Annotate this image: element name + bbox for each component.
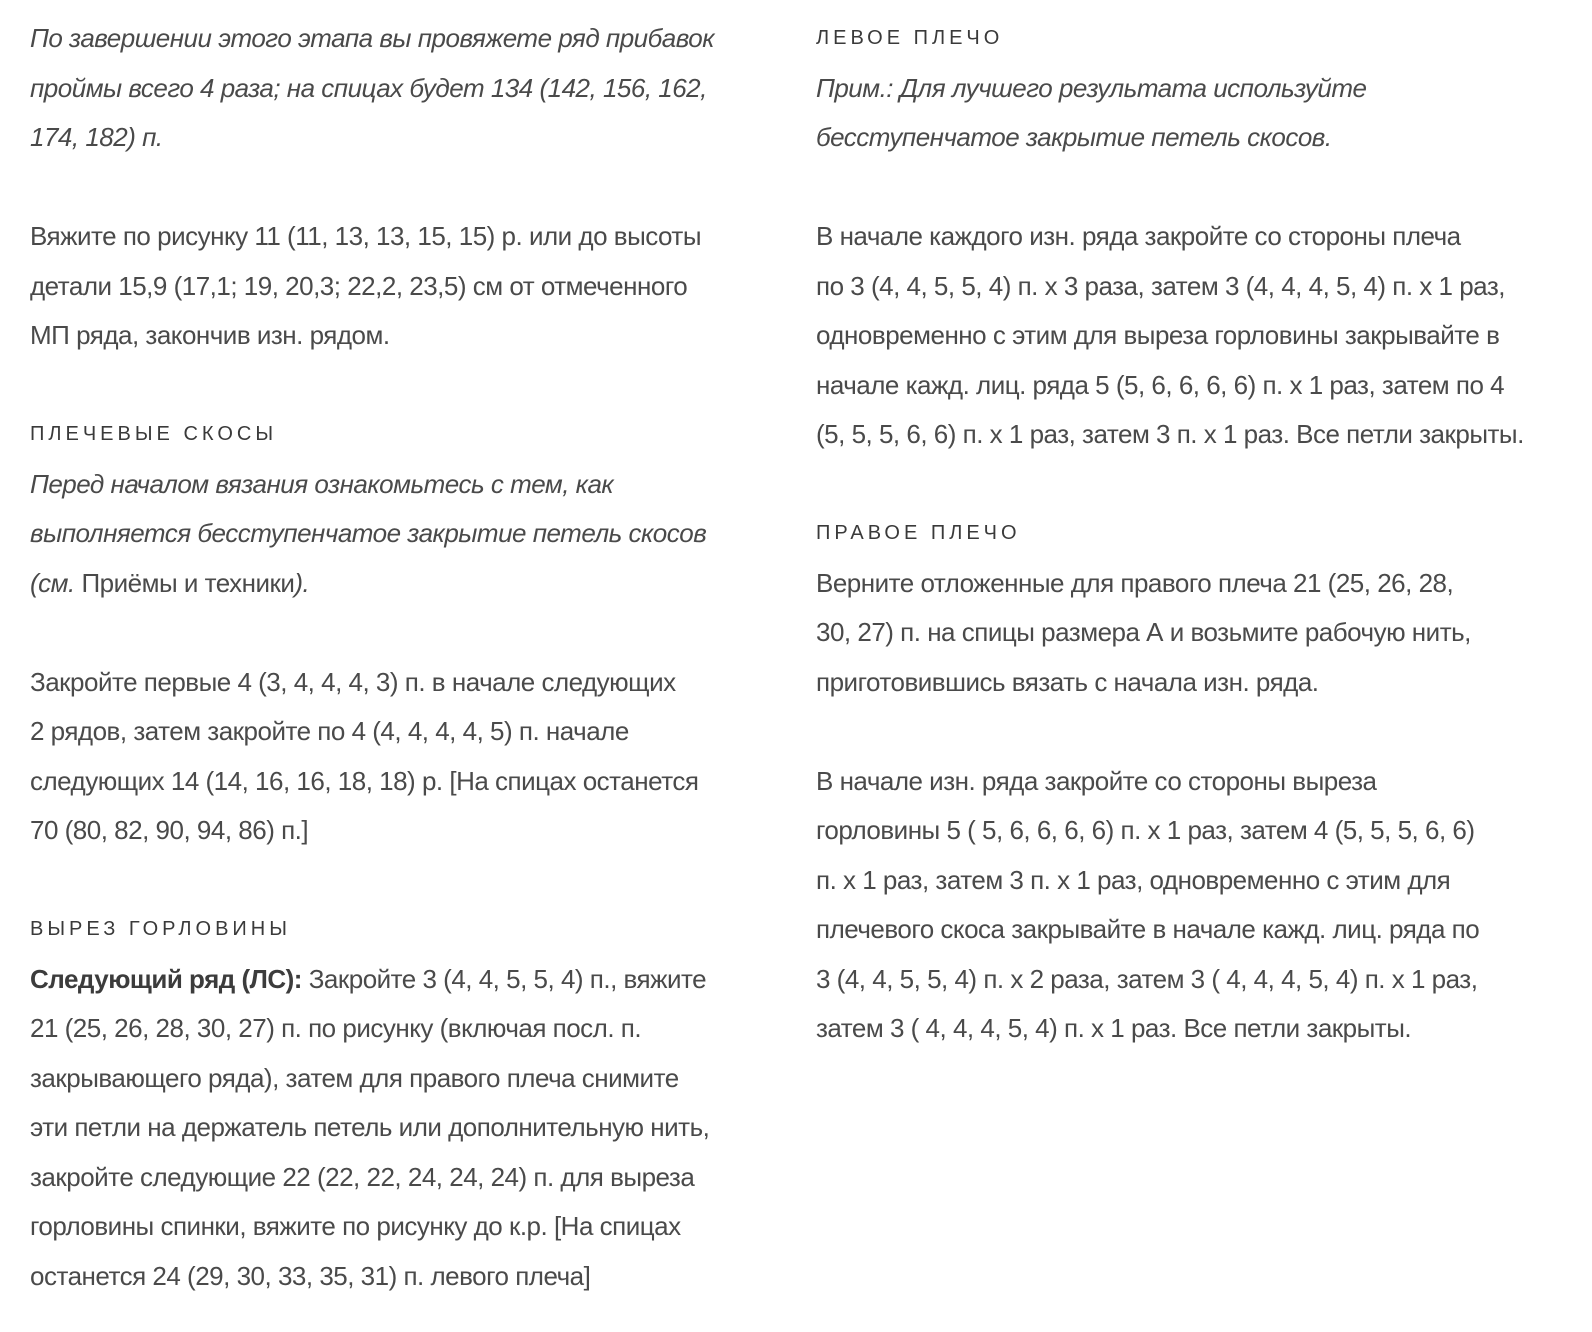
text-line <box>30 559 790 609</box>
right-shoulder-intro <box>816 559 1576 708</box>
text-line: одновременно с этим для выреза горловины закрывайте в <box>816 320 1500 350</box>
left-column <box>30 14 790 1301</box>
text-line: В начале каждого изн. ряда закройте со стороны плеча <box>816 221 1461 251</box>
text-line: В начале изн. ряда закройте со стороны выреза <box>816 765 1377 796</box>
paragraph-gap <box>816 163 1576 213</box>
neckline-heading: ВЫРЕЗ ГОРЛОВИНЫ <box>30 918 291 940</box>
text-line: проймы всего 4 раза; на спицах будет 134 (142, 156, 162, <box>30 72 707 103</box>
text-line: п. х 1 раз, затем 3 п. х 1 раз, одновременно с этим для <box>816 864 1451 895</box>
text-line: следующих 14 (14, 16, 16, 18, 18) р. [На спицах останется <box>30 765 699 796</box>
text-line: Прим.: Для лучшего результата используйте <box>816 72 1367 103</box>
text-line: затем 3 ( 4, 4, 4, 5, 4) п. х 1 раз. Все петли закрыты. <box>816 1013 1412 1043</box>
text-line: 3 (4, 4, 5, 5, 4) п. х 2 раза, затем 3 ( 4, 4, 4, 5, 4) п. х 1 раз, <box>816 963 1478 994</box>
next-row-label: Следующий ряд (ЛС): <box>30 963 302 994</box>
paragraph-gap <box>30 608 790 658</box>
left-shoulder-heading: ЛЕВОЕ ПЛЕЧО <box>816 27 1004 49</box>
text-line: 21 (25, 26, 28, 30, 27) п. по рисунку (включая посл. п. <box>30 1013 642 1043</box>
text-line: горловины спинки, вяжите по рисунку до к.р. [На спицах <box>30 1211 681 1241</box>
text-line <box>30 955 790 1005</box>
text-line: 30, 27) п. на спицы размера А и возьмите рабочую нить, <box>816 617 1471 647</box>
text-line: 2 рядов, затем закройте по 4 (4, 4, 4, 4, 5) п. начале <box>30 716 629 746</box>
text-line: Закройте первые 4 (3, 4, 4, 4, 3) п. в начале следующих <box>30 666 676 697</box>
text-line: Вяжите по рисунку 11 (11, 13, 13, 15, 15) р. или до высоты <box>30 221 702 251</box>
neckline-paragraph <box>30 955 790 1302</box>
text-line: закрывающего ряда), затем для правого плеча снимите <box>30 1062 679 1093</box>
text-line: горловины 5 ( 5, 6, 6, 6, 6) п. х 1 раз, затем 4 (5, 5, 5, 6, 6) <box>816 815 1475 845</box>
text-line: эти петли на держатель петель или дополнительную нить, <box>30 1112 710 1142</box>
paragraph-gap <box>816 707 1576 757</box>
right-column <box>816 14 1576 1054</box>
techniques-reference: Приёмы и техники <box>81 567 295 598</box>
shoulder-shaping-heading: ПЛЕЧЕВЫЕ СКОСЫ <box>30 423 278 445</box>
text-line: останется 24 (29, 30, 33, 35, 31) п. левого плеча] <box>30 1260 591 1291</box>
text-line: бесступенчатое закрытие петель скосов. <box>816 122 1332 152</box>
note-text: ). <box>294 567 310 598</box>
shoulder-bindoff-paragraph <box>30 658 790 856</box>
text-line: Верните отложенные для правого плеча 21 (25, 26, 28, <box>816 567 1454 598</box>
text-line: выполняется бесступенчатое закрытие петель скосов <box>30 518 707 548</box>
shoulder-note-paragraph <box>30 460 790 609</box>
right-shoulder-heading: ПРАВОЕ ПЛЕЧО <box>816 522 1021 544</box>
paragraph-gap <box>816 460 1576 510</box>
text-line: начале кажд. лиц. ряда 5 (5, 6, 6, 6, 6) п. х 1 раз, затем по 4 <box>816 369 1505 400</box>
left-shoulder-note <box>816 64 1576 163</box>
text-line: Перед началом вязания ознакомьтесь с тем, как <box>30 468 614 499</box>
text-line: По завершении этого этапа вы провяжете ряд прибавок <box>30 23 714 53</box>
text-line: плечевого скоса закрывайте в начале кажд. лиц. ряда по <box>816 914 1480 944</box>
paragraph-gap <box>30 163 790 213</box>
text-line: по 3 (4, 4, 5, 5, 4) п. х 3 раза, затем 3 (4, 4, 4, 5, 4) п. х 1 раз, <box>816 270 1505 301</box>
left-shoulder-paragraph <box>816 212 1576 460</box>
paragraph-gap <box>30 361 790 411</box>
text-line: 70 (80, 82, 90, 94, 86) п.] <box>30 815 309 845</box>
right-shoulder-paragraph <box>816 757 1576 1054</box>
text-line: приготовившись вязать с начала изн. ряда. <box>816 666 1319 697</box>
text-line: МП ряда, закончив изн. рядом. <box>30 320 390 350</box>
note-text: (см. <box>30 567 82 598</box>
paragraph-gap <box>30 856 790 906</box>
text-line: 174, 182) п. <box>30 122 163 152</box>
text-line: (5, 5, 5, 6, 6) п. х 1 раз, затем 3 п. х 1 раз. Все петли закрыты. <box>816 419 1524 449</box>
text-line: закройте следующие 22 (22, 22, 24, 24, 24) п. для выреза <box>30 1161 695 1192</box>
armhole-increase-paragraph <box>30 14 790 163</box>
knit-pattern-paragraph <box>30 212 790 361</box>
text-line: детали 15,9 (17,1; 19, 20,3; 22,2, 23,5) см от отмеченного <box>30 270 688 301</box>
neckline-text: Закройте 3 (4, 4, 5, 5, 4) п., вяжите <box>301 963 707 994</box>
